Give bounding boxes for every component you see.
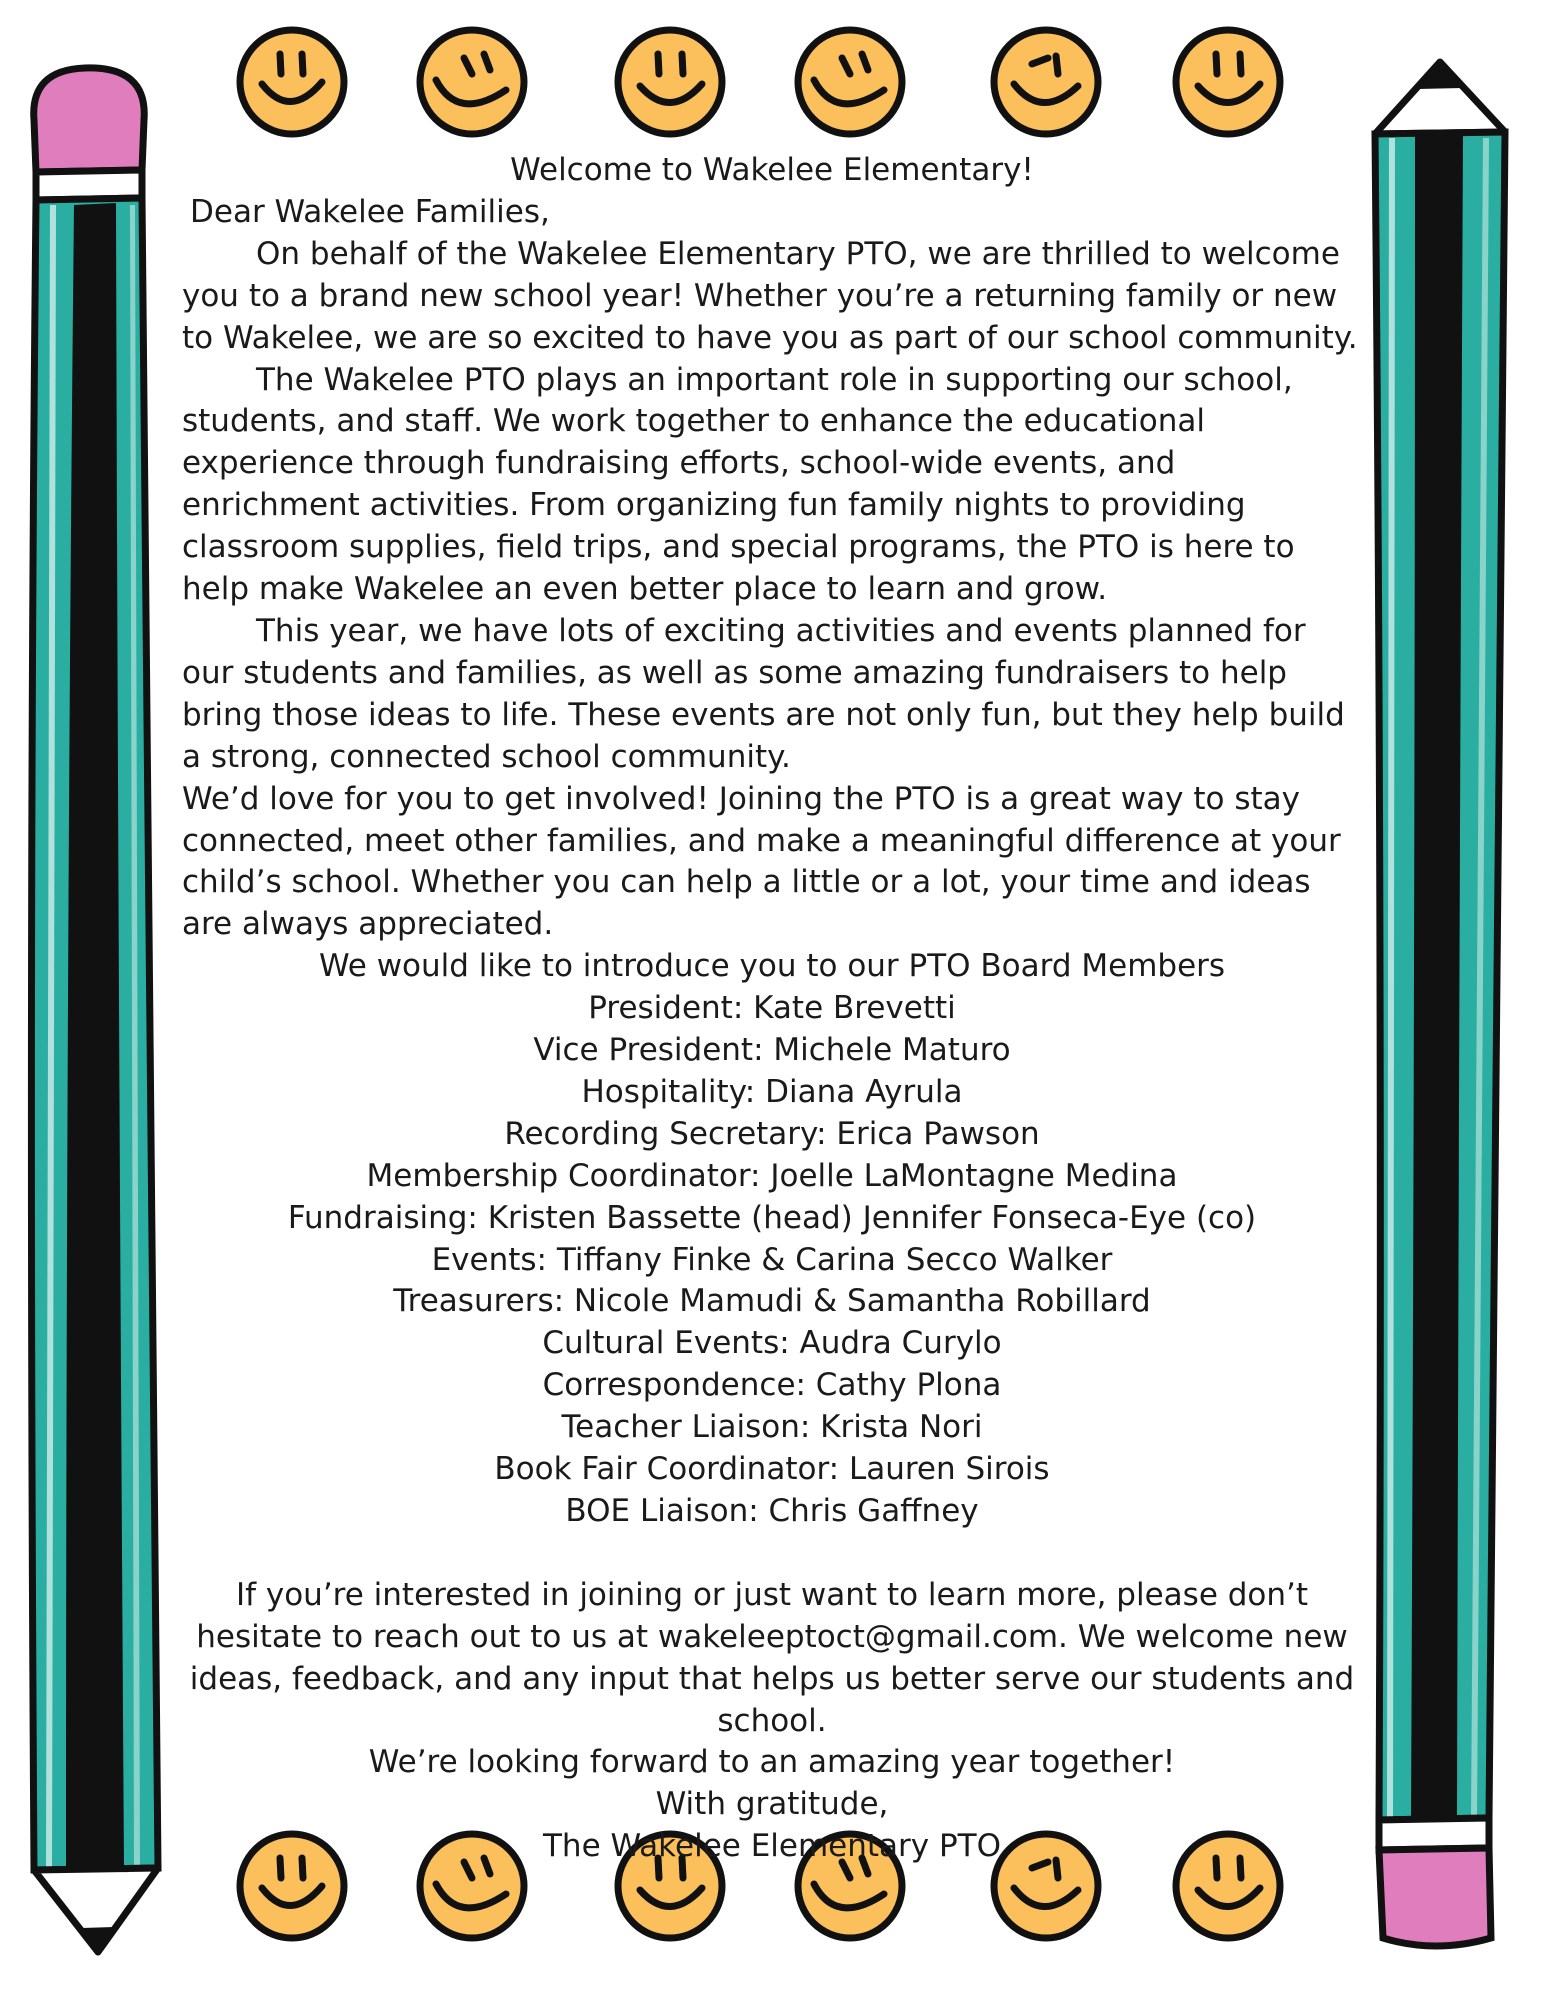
board-member: Membership Coordinator: Joelle LaMontagne Medina — [366, 1157, 1178, 1194]
smiley-icon — [234, 24, 350, 140]
board-member: Vice President: Michele Maturo — [533, 1032, 1011, 1069]
board-member: Correspondence: Cathy Plona — [542, 1367, 1002, 1404]
signoff: With gratitude, — [655, 1786, 889, 1823]
board-member: Recording Secretary: Erica Pawson — [504, 1115, 1040, 1152]
smiley-icon — [988, 24, 1104, 140]
board-member: Hospitality: Diana Ayrula — [581, 1073, 963, 1110]
contact-paragraph: If you’re interested in joining or just want to learn more, please don’t hesitate to reach out to us at wakeleeptoct@gmail.com. We welcome new ideas, feedback, and any input that helps us better serve our students and school. — [189, 1576, 1355, 1739]
letter-title: Welcome to Wakelee Elementary! — [510, 152, 1034, 188]
right-pencil-icon — [1365, 58, 1515, 1958]
board-intro: We would like to introduce you to our PTO Board Members — [318, 948, 1226, 985]
board-member: Book Fair Coordinator: Lauren Sirois — [494, 1451, 1050, 1488]
smiley-icon — [1170, 24, 1286, 140]
board-member: Fundraising: Kristen Bassette (head) Jennifer Fonseca-Eye (co) — [287, 1199, 1257, 1236]
smiley-icon — [792, 24, 908, 140]
board-member: Events: Tiffany Finke & Carina Secco Walker — [431, 1241, 1113, 1278]
board-member: President: Kate Brevetti — [588, 990, 956, 1027]
letter-paragraph: The Wakelee PTO plays an important role in supporting our school, students, and staff. We work together to enhance the educational experience through fundraising efforts, school-wide events, and enrichment activities. From organizing fun family nights to providing classroom supplies, field trips, and special programs, the PTO is here to help make Wakelee an even better place to learn and grow. — [182, 361, 1295, 608]
left-pencil-icon — [20, 60, 170, 1960]
smiley-icon — [612, 24, 728, 140]
signature: The Wakelee Elementary PTO — [542, 1828, 1002, 1865]
closing-line: We’re looking forward to an amazing year together! — [368, 1744, 1176, 1781]
board-member: Cultural Events: Audra Curylo — [542, 1325, 1002, 1362]
board-member: Teacher Liaison: Krista Nori — [561, 1409, 983, 1446]
letter-paragraph: On behalf of the Wakelee Elementary PTO, we are thrilled to welcome you to a brand new school year! Whether you’re a returning family or new to Wakelee, we are so excited to have you as part of our school community. — [182, 235, 1358, 356]
welcome-letter — [182, 150, 1362, 1868]
board-member: BOE Liaison: Chris Gaffney — [565, 1493, 979, 1529]
smiley-icon — [414, 24, 530, 140]
spacer — [182, 1533, 1362, 1575]
board-member-list — [182, 988, 1362, 1533]
letter-greeting: Dear Wakelee Families, — [190, 193, 550, 230]
letter-paragraph: This year, we have lots of exciting activities and events planned for our students and families, as well as some amazing fundraisers to help bring those ideas to life. These events are not only fun, but they help build a strong, connected school community. — [182, 612, 1345, 775]
letter-paragraph: We’d love for you to get involved! Joining the PTO is a great way to stay connected, meet other families, and make a meaningful difference at your child’s school. Whether you can help a little or a lot, your time and ideas are always appreciated. — [182, 780, 1341, 943]
board-member: Treasurers: Nicole Mamudi & Samantha Robillard — [393, 1283, 1151, 1320]
